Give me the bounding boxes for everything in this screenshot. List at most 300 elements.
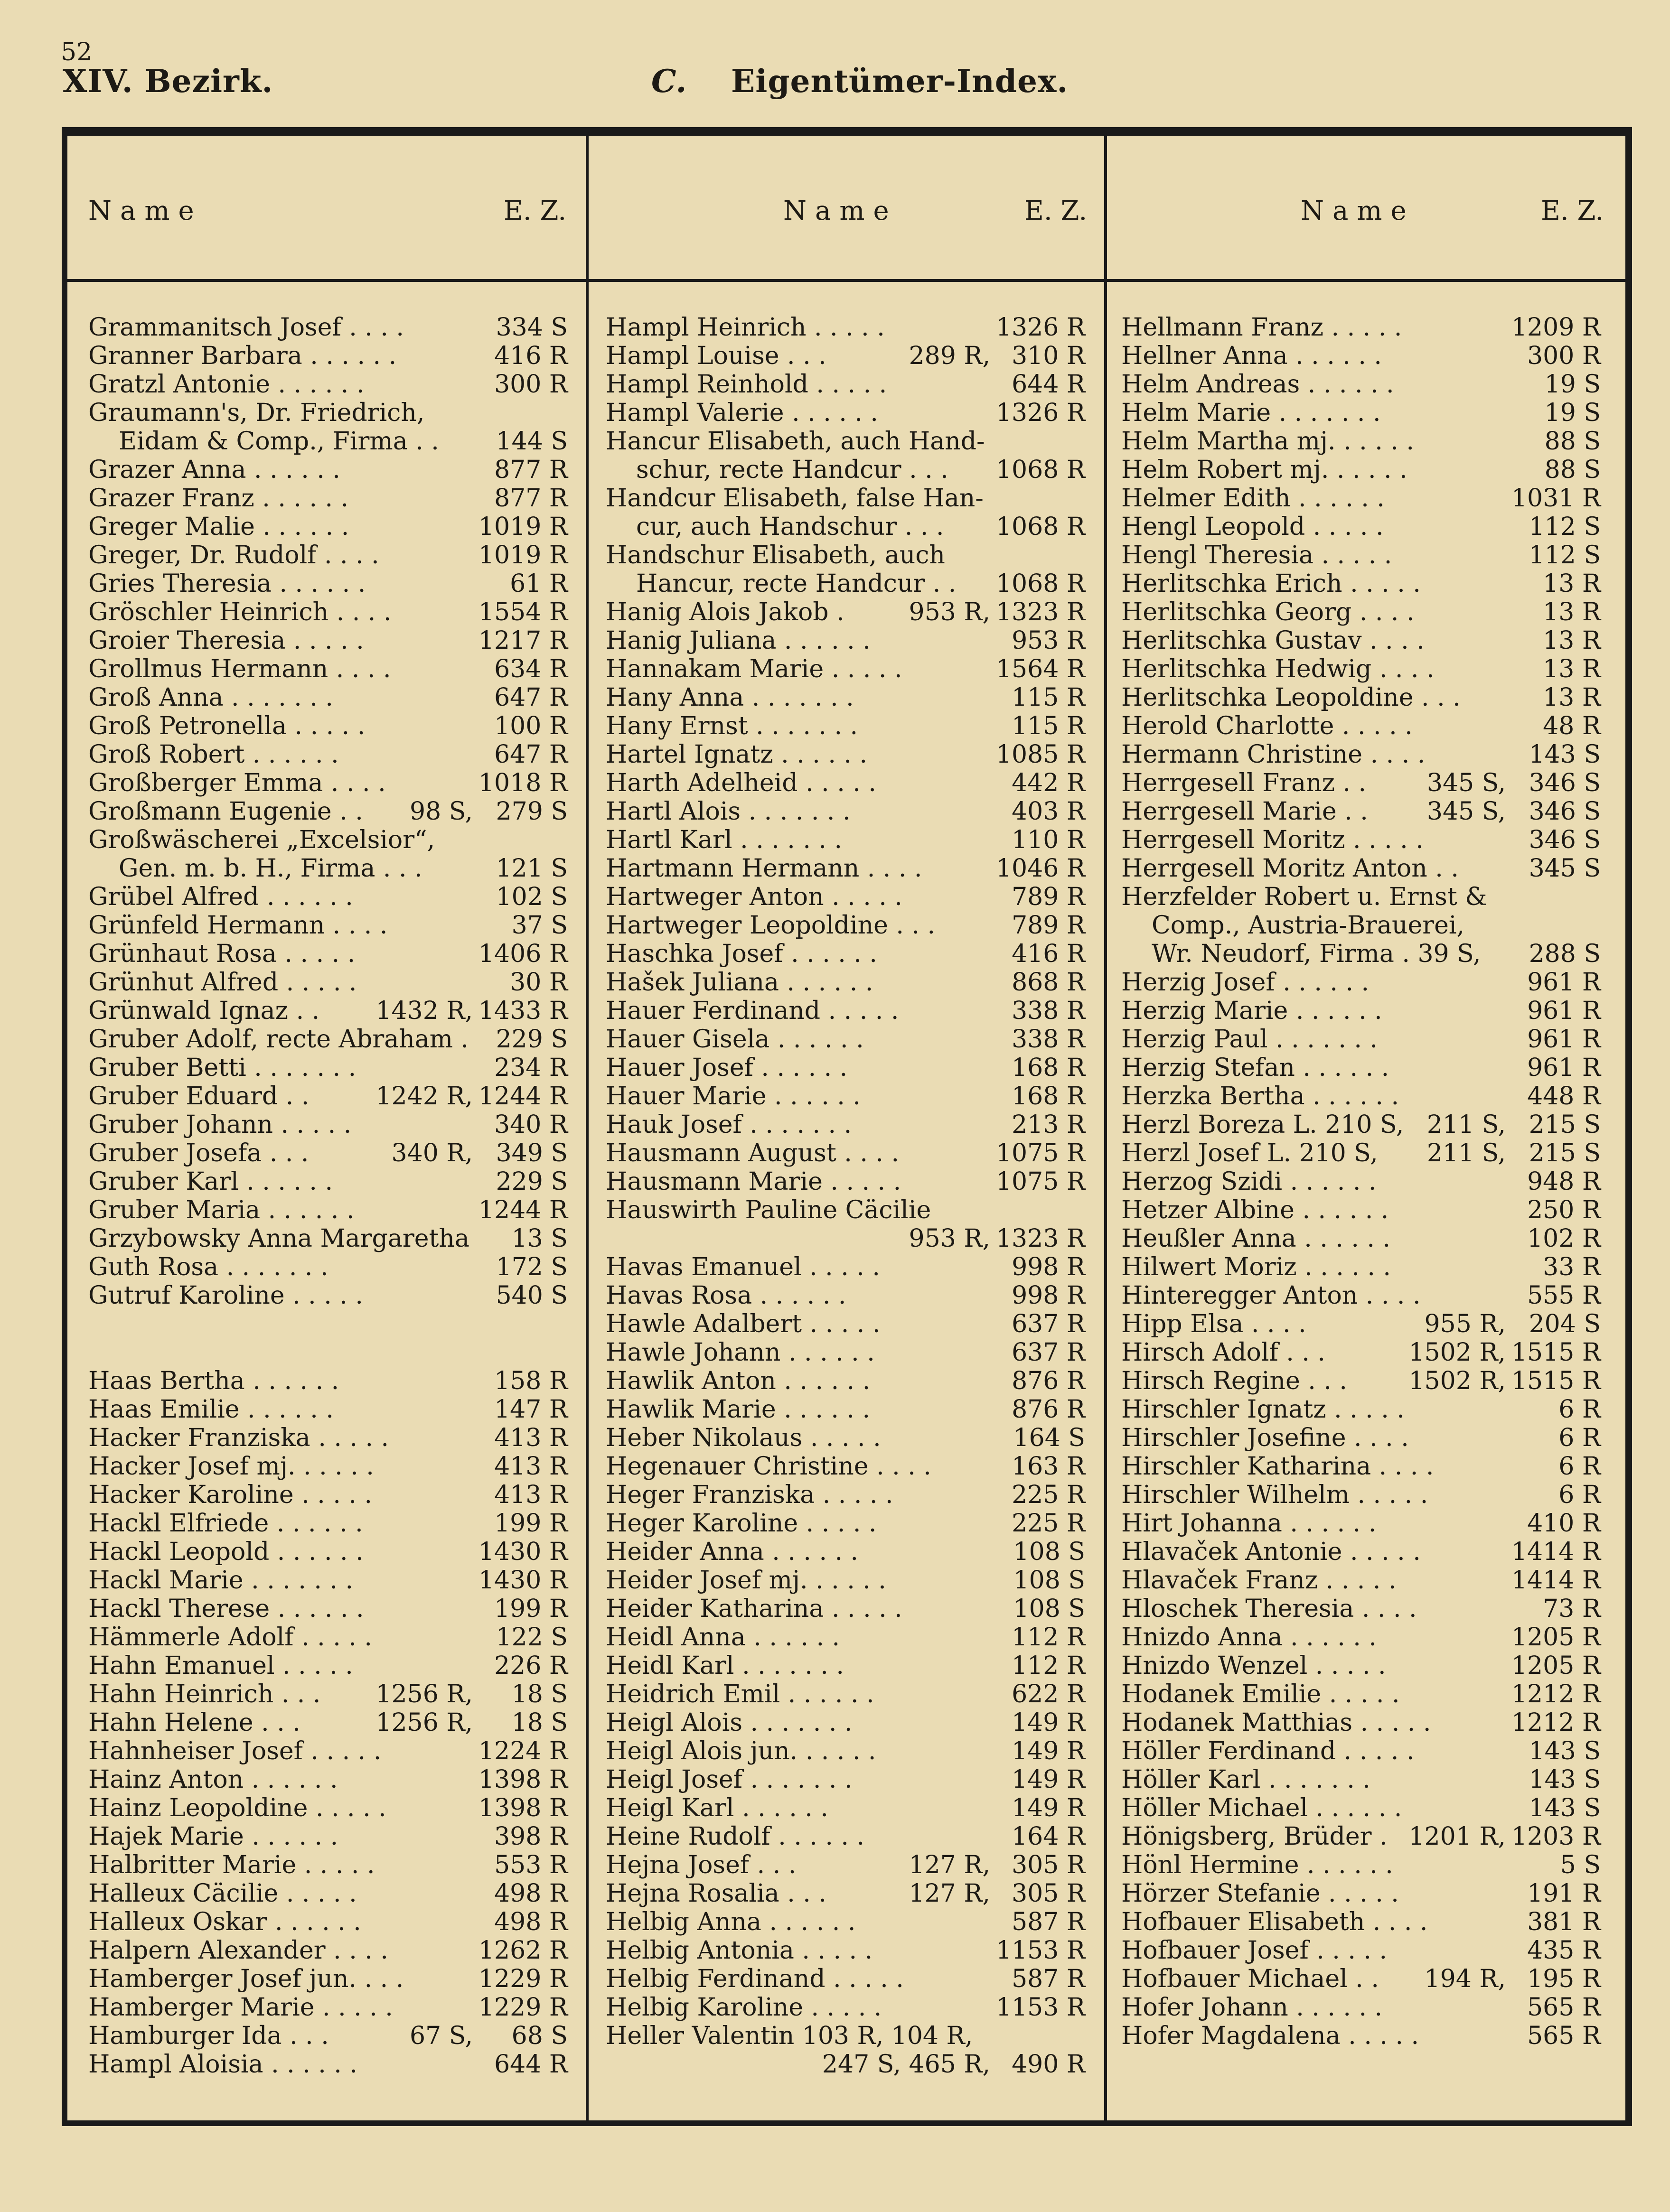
entry-name: Hauswirth Pauline Cäcilie bbox=[606, 1196, 931, 1224]
index-entry bbox=[1121, 1595, 1601, 1623]
entry-ez: 1018 R bbox=[478, 769, 568, 797]
entry-ez: 1414 R bbox=[1511, 1538, 1601, 1566]
entry-ez: 13 R bbox=[1543, 598, 1601, 626]
entry-name: Gruber Josefa . . . bbox=[88, 1139, 309, 1167]
entry-name: Gröschler Heinrich . . . . bbox=[88, 598, 392, 626]
entry-ez: 565 R bbox=[1527, 1993, 1601, 2022]
entry-name: Helbig Karoline . . . . . bbox=[606, 1993, 882, 2022]
index-entry bbox=[1121, 911, 1601, 940]
index-entry bbox=[88, 1965, 568, 1993]
index-entry bbox=[88, 427, 568, 456]
index-entry bbox=[1121, 1367, 1601, 1395]
index-entry bbox=[606, 1224, 1085, 1253]
index-entry bbox=[88, 1224, 568, 1253]
index-entry bbox=[606, 797, 1085, 826]
index-entry bbox=[1121, 1481, 1601, 1509]
entry-name: Grollmus Hermann . . . . bbox=[88, 655, 391, 683]
entry-name: Haas Bertha . . . . . . bbox=[88, 1367, 339, 1395]
index-entry bbox=[1121, 883, 1601, 911]
index-entry bbox=[1121, 427, 1601, 456]
entry-ez: 163 R bbox=[1012, 1452, 1085, 1481]
index-title: Eigentümer-Index. bbox=[731, 63, 1069, 100]
entry-name: Groß Robert . . . . . . bbox=[88, 740, 339, 769]
index-entry bbox=[1121, 1822, 1601, 1851]
entry-ez: 149 R bbox=[1012, 1708, 1085, 1737]
entry-name: Hartweger Anton . . . . . bbox=[606, 883, 902, 911]
entry-name: Grünfeld Hermann . . . . bbox=[88, 911, 388, 940]
entry-prior-ez: 955 R, bbox=[1424, 1310, 1506, 1338]
entry-name: Hanig Alois Jakob . bbox=[606, 598, 844, 626]
index-entry bbox=[1121, 1281, 1601, 1310]
entry-name: Herrgesell Moritz Anton . . bbox=[1121, 854, 1459, 883]
index-entry bbox=[606, 740, 1085, 769]
index-column-2 bbox=[606, 313, 1085, 2079]
entry-name: Herold Charlotte . . . . . bbox=[1121, 712, 1413, 740]
entry-name: Hamberger Josef jun. . . . bbox=[88, 1965, 404, 1993]
entry-ez: 1075 R bbox=[995, 1167, 1085, 1196]
index-entry bbox=[1121, 626, 1601, 655]
entry-prior-ez: 1432 R, bbox=[375, 997, 473, 1025]
index-entry bbox=[1121, 769, 1601, 797]
entry-ez: 1406 R bbox=[478, 940, 568, 968]
entry-name: Höller Karl . . . . . . . bbox=[1121, 1765, 1370, 1794]
entry-ez: 19 S bbox=[1544, 399, 1601, 427]
entry-prior-ez: 1242 R, bbox=[375, 1082, 473, 1111]
entry-ez: 1323 R bbox=[995, 598, 1085, 626]
entry-name: cur, auch Handschur . . . bbox=[636, 513, 944, 541]
index-entry bbox=[1121, 1424, 1601, 1452]
index-entry bbox=[88, 1993, 568, 2022]
entry-name: Wr. Neudorf, Firma . 39 S, bbox=[1152, 940, 1481, 968]
index-entry bbox=[1121, 1794, 1601, 1822]
index-entry bbox=[606, 1652, 1085, 1680]
index-entry bbox=[606, 1708, 1085, 1737]
index-entry bbox=[1121, 541, 1601, 569]
index-entry bbox=[88, 2050, 568, 2079]
entry-name: Gries Theresia . . . . . . bbox=[88, 569, 366, 598]
index-entry bbox=[1121, 712, 1601, 740]
entry-name: Hellner Anna . . . . . . bbox=[1121, 342, 1382, 370]
entry-name: Groier Theresia . . . . . bbox=[88, 626, 364, 655]
entry-name: Hauk Josef . . . . . . . bbox=[606, 1111, 852, 1139]
entry-ez: 215 S bbox=[1529, 1111, 1601, 1139]
entry-ez: 622 R bbox=[1012, 1680, 1085, 1708]
entry-name: Hnizdo Wenzel . . . . . bbox=[1121, 1652, 1386, 1680]
index-entry bbox=[1121, 1224, 1601, 1253]
index-entry bbox=[1121, 1708, 1601, 1737]
entry-name: Herzl Josef L. 210 S, bbox=[1121, 1139, 1378, 1167]
entry-ez: 1019 R bbox=[478, 513, 568, 541]
entry-ez: 234 R bbox=[494, 1054, 568, 1082]
index-entry bbox=[88, 1111, 568, 1139]
entry-name: Herzig Paul . . . . . . . bbox=[1121, 1025, 1378, 1054]
entry-ez: 300 R bbox=[1527, 342, 1601, 370]
entry-ez: 338 R bbox=[1012, 997, 1085, 1025]
entry-name: Hahnheiser Josef . . . . . bbox=[88, 1737, 382, 1765]
entry-name: Hirschler Ignatz . . . . . bbox=[1121, 1395, 1405, 1424]
entry-name: Herzog Szidi . . . . . . bbox=[1121, 1167, 1377, 1196]
index-entry bbox=[1121, 1196, 1601, 1224]
entry-ez: 346 S bbox=[1529, 826, 1601, 854]
index-entry bbox=[88, 626, 568, 655]
entry-ez: 1224 R bbox=[478, 1737, 568, 1765]
entry-name: Hengl Theresia . . . . . bbox=[1121, 541, 1392, 569]
entry-name: Heigl Karl . . . . . . bbox=[606, 1794, 828, 1822]
entry-name: Hartweger Leopoldine . . . bbox=[606, 911, 936, 940]
index-entry bbox=[88, 911, 568, 940]
entry-ez: 13 S bbox=[511, 1224, 568, 1253]
entry-name: Hackl Marie . . . . . . . bbox=[88, 1566, 354, 1595]
entry-ez: 346 S bbox=[1529, 797, 1601, 826]
entry-name: Hampl Louise . . . bbox=[606, 342, 826, 370]
index-entry bbox=[606, 769, 1085, 797]
entry-name: Grzybowsky Anna Margaretha bbox=[88, 1224, 469, 1253]
index-entry bbox=[606, 1082, 1085, 1111]
entry-ez: 1326 R bbox=[995, 399, 1085, 427]
index-entry bbox=[1121, 2022, 1601, 2050]
entry-name: Hanig Juliana . . . . . . bbox=[606, 626, 871, 655]
entry-ez: 199 R bbox=[494, 1595, 568, 1623]
index-entry bbox=[1121, 598, 1601, 626]
index-entry bbox=[606, 1167, 1085, 1196]
entry-name: Hampl Valerie . . . . . . bbox=[606, 399, 878, 427]
table-top-rule bbox=[67, 133, 1626, 136]
entry-ez: 789 R bbox=[1012, 883, 1085, 911]
entry-name: Hany Ernst . . . . . . . bbox=[606, 712, 858, 740]
entry-ez: 1217 R bbox=[478, 626, 568, 655]
entry-ez: 213 R bbox=[1012, 1111, 1085, 1139]
entry-name: Höller Michael . . . . . . bbox=[1121, 1794, 1402, 1822]
index-entry bbox=[88, 1908, 568, 1936]
entry-name: Hörzer Stefanie . . . . . bbox=[1121, 1879, 1399, 1908]
entry-ez: 88 S bbox=[1544, 456, 1601, 484]
entry-name: Hainz Anton . . . . . . bbox=[88, 1765, 338, 1794]
index-entry bbox=[1121, 1509, 1601, 1538]
entry-ez: 112 S bbox=[1529, 513, 1601, 541]
entry-name: Hahn Emanuel . . . . . bbox=[88, 1652, 353, 1680]
entry-ez: 13 R bbox=[1543, 626, 1601, 655]
index-entry bbox=[88, 854, 568, 883]
entry-prior-ez: 67 S, bbox=[410, 2022, 473, 2050]
entry-name: Hackl Elfriede . . . . . . bbox=[88, 1509, 363, 1538]
entry-ez: 403 R bbox=[1012, 797, 1085, 826]
entry-ez: 195 R bbox=[1527, 1965, 1601, 1993]
entry-name: Hajek Marie . . . . . . bbox=[88, 1822, 338, 1851]
entry-prior-ez: 1502 R, bbox=[1408, 1338, 1506, 1367]
entry-name: Hermann Christine . . . . bbox=[1121, 740, 1426, 769]
entry-ez: 1244 R bbox=[478, 1196, 568, 1224]
entry-ez: 1323 R bbox=[995, 1224, 1085, 1253]
entry-name: Großberger Emma . . . . bbox=[88, 769, 386, 797]
index-entry bbox=[88, 1851, 568, 1879]
entry-ez: 226 R bbox=[494, 1652, 568, 1680]
entry-name: Hengl Leopold . . . . . bbox=[1121, 513, 1384, 541]
index-entry bbox=[606, 1623, 1085, 1652]
entry-ez: 1229 R bbox=[478, 1993, 568, 2022]
index-entry bbox=[606, 2050, 1085, 2079]
entry-name: Hamberger Marie . . . . . bbox=[88, 1993, 393, 2022]
entry-name: Heger Karoline . . . . . bbox=[606, 1509, 877, 1538]
entry-ez: 143 S bbox=[1529, 1794, 1601, 1822]
entry-name: Hamburger Ida . . . bbox=[88, 2022, 329, 2050]
entry-name: Greger Malie . . . . . . bbox=[88, 513, 349, 541]
entry-name: Hämmerle Adolf . . . . . bbox=[88, 1623, 372, 1652]
index-entry bbox=[606, 968, 1085, 997]
entry-ez: 164 S bbox=[1013, 1424, 1085, 1452]
entry-name: Handcur Elisabeth, false Han- bbox=[606, 484, 984, 513]
entry-name: Hawlik Anton . . . . . . bbox=[606, 1367, 871, 1395]
entry-ez: 144 S bbox=[496, 427, 568, 456]
entry-ez: 1229 R bbox=[478, 1965, 568, 1993]
entry-ez: 587 R bbox=[1012, 1965, 1085, 1993]
entry-name: Hauer Gisela . . . . . . bbox=[606, 1025, 864, 1054]
index-entry bbox=[1121, 1111, 1601, 1139]
entry-name: Heller Valentin 103 R, 104 R, bbox=[606, 2022, 973, 2050]
entry-ez: 108 S bbox=[1013, 1566, 1085, 1595]
entry-prior-ez: 1256 R, bbox=[375, 1680, 473, 1708]
index-entry bbox=[1121, 1851, 1601, 1879]
entry-name: Helbig Antonia . . . . . bbox=[606, 1936, 873, 1965]
index-entry bbox=[1121, 1993, 1601, 2022]
entry-name: Granner Barbara . . . . . . bbox=[88, 342, 397, 370]
index-entry bbox=[606, 1196, 1085, 1224]
index-entry bbox=[606, 1595, 1085, 1623]
entry-ez: 1205 R bbox=[1511, 1652, 1601, 1680]
entry-ez: 108 S bbox=[1013, 1538, 1085, 1566]
entry-name: Hejna Rosalia . . . bbox=[606, 1879, 826, 1908]
entry-ez: 789 R bbox=[1012, 911, 1085, 940]
entry-ez: 288 S bbox=[1529, 940, 1601, 968]
entry-name: Hodanek Matthias . . . . . bbox=[1121, 1708, 1431, 1737]
entry-ez: 61 R bbox=[510, 569, 568, 598]
index-entry bbox=[606, 1481, 1085, 1509]
index-entry bbox=[1121, 1338, 1601, 1367]
index-entry bbox=[88, 1936, 568, 1965]
entry-name: Hancur, recte Handcur . . bbox=[636, 569, 957, 598]
index-entry bbox=[606, 655, 1085, 683]
index-entry bbox=[88, 1652, 568, 1680]
entry-name: Gruber Karl . . . . . . bbox=[88, 1167, 333, 1196]
index-entry bbox=[1121, 456, 1601, 484]
entry-name: Hejna Josef . . . bbox=[606, 1851, 797, 1879]
entry-ez: 149 R bbox=[1012, 1794, 1085, 1822]
index-entry bbox=[1121, 1879, 1601, 1908]
entry-ez: 279 S bbox=[496, 797, 568, 826]
entry-ez: 413 R bbox=[494, 1481, 568, 1509]
entry-ez: 435 R bbox=[1527, 1936, 1601, 1965]
entry-ez: 1203 R bbox=[1511, 1822, 1601, 1851]
index-entry bbox=[606, 1111, 1085, 1139]
entry-name: Gratzl Antonie . . . . . . bbox=[88, 370, 365, 399]
entry-name: Helm Andreas . . . . . . bbox=[1121, 370, 1394, 399]
column-header-ez: E. Z. bbox=[1541, 196, 1604, 226]
index-entry bbox=[606, 569, 1085, 598]
entry-ez: 18 S bbox=[511, 1708, 568, 1737]
entry-name: Hofer Johann . . . . . . bbox=[1121, 1993, 1383, 2022]
column-header-3 bbox=[1301, 196, 1609, 229]
entry-name: Hellmann Franz . . . . . bbox=[1121, 313, 1402, 342]
index-entry bbox=[88, 569, 568, 598]
entry-ez: 1153 R bbox=[995, 1936, 1085, 1965]
entry-name: Hirt Johanna . . . . . . bbox=[1121, 1509, 1377, 1538]
entry-name: Halleux Cäcilie . . . . . bbox=[88, 1879, 357, 1908]
index-entry bbox=[606, 911, 1085, 940]
entry-name: Gruber Johann . . . . . bbox=[88, 1111, 352, 1139]
entry-name: Hampl Heinrich . . . . . bbox=[606, 313, 885, 342]
index-entry bbox=[606, 1566, 1085, 1595]
entry-ez: 647 R bbox=[494, 740, 568, 769]
entry-prior-ez: 1201 R, bbox=[1408, 1822, 1506, 1851]
entry-name: schur, recte Handcur . . . bbox=[636, 456, 948, 484]
entry-name: Herrgesell Moritz . . . . . bbox=[1121, 826, 1424, 854]
entry-ez: 634 R bbox=[494, 655, 568, 683]
index-entry bbox=[88, 1481, 568, 1509]
entry-name: Groß Petronella . . . . . bbox=[88, 712, 366, 740]
index-entry bbox=[606, 370, 1085, 399]
entry-ez: 413 R bbox=[494, 1452, 568, 1481]
entry-ez: 30 R bbox=[510, 968, 568, 997]
index-entry bbox=[88, 313, 568, 342]
entry-name: Hirsch Regine . . . bbox=[1121, 1367, 1347, 1395]
column-header-ez: E. Z. bbox=[504, 196, 567, 226]
entry-ez: 1326 R bbox=[995, 313, 1085, 342]
entry-name: Hlavaček Antonie . . . . . bbox=[1121, 1538, 1421, 1566]
index-entry bbox=[606, 1965, 1085, 1993]
index-entry bbox=[606, 997, 1085, 1025]
entry-ez: 33 R bbox=[1543, 1253, 1601, 1281]
index-entry bbox=[88, 1253, 568, 1281]
entry-name: Heine Rudolf . . . . . . bbox=[606, 1822, 865, 1851]
entry-name: Herlitschka Georg . . . . bbox=[1121, 598, 1415, 626]
index-entry bbox=[606, 1680, 1085, 1708]
entry-name: Helbig Anna . . . . . . bbox=[606, 1908, 856, 1936]
index-entry bbox=[88, 484, 568, 513]
entry-ez: 1068 R bbox=[995, 569, 1085, 598]
entry-ez: 13 R bbox=[1543, 569, 1601, 598]
entry-name: Heidl Anna . . . . . . bbox=[606, 1623, 840, 1652]
index-entry bbox=[606, 1794, 1085, 1822]
index-entry bbox=[1121, 1737, 1601, 1765]
entry-name: Heber Nikolaus . . . . . bbox=[606, 1424, 881, 1452]
header-separator bbox=[67, 279, 1626, 282]
index-entry bbox=[1121, 484, 1601, 513]
index-entry bbox=[1121, 569, 1601, 598]
entry-ez: 637 R bbox=[1012, 1338, 1085, 1367]
entry-name: Großwäscherei „Excelsior“, bbox=[88, 826, 435, 854]
entry-name: Gutruf Karoline . . . . . bbox=[88, 1281, 363, 1310]
entry-name: Hofer Magdalena . . . . . bbox=[1121, 2022, 1419, 2050]
entry-ez: 143 S bbox=[1529, 1737, 1601, 1765]
index-entry bbox=[88, 1367, 568, 1395]
entry-name: Hacker Franziska . . . . . bbox=[88, 1424, 389, 1452]
entry-ez: 868 R bbox=[1012, 968, 1085, 997]
index-entry bbox=[88, 740, 568, 769]
entry-ez: 998 R bbox=[1012, 1281, 1085, 1310]
index-entry bbox=[606, 826, 1085, 854]
index-entry bbox=[1121, 1167, 1601, 1196]
entry-name: Halleux Oskar . . . . . . bbox=[88, 1908, 361, 1936]
index-entry bbox=[1121, 1936, 1601, 1965]
column-header-name: Name bbox=[783, 196, 898, 226]
entry-ez: 13 R bbox=[1543, 655, 1601, 683]
entry-name: Grazer Franz . . . . . . bbox=[88, 484, 349, 513]
entry-ez: 1398 R bbox=[478, 1765, 568, 1794]
entry-name: Hahn Heinrich . . . bbox=[88, 1680, 321, 1708]
index-entry bbox=[1121, 1139, 1601, 1167]
entry-ez: 18 S bbox=[511, 1680, 568, 1708]
entry-name: Heidl Karl . . . . . . . bbox=[606, 1652, 844, 1680]
entry-ez: 115 R bbox=[1012, 712, 1085, 740]
index-entry bbox=[1121, 1082, 1601, 1111]
index-entry bbox=[88, 1082, 568, 1111]
entry-name: Hofbauer Michael . . bbox=[1121, 1965, 1379, 1993]
entry-name: Hartel Ignatz . . . . . . bbox=[606, 740, 868, 769]
entry-ez: 1019 R bbox=[478, 541, 568, 569]
entry-name: Hackl Therese . . . . . . bbox=[88, 1595, 364, 1623]
index-entry bbox=[606, 1253, 1085, 1281]
index-entry bbox=[88, 370, 568, 399]
entry-name: Hofbauer Josef . . . . . bbox=[1121, 1936, 1387, 1965]
index-entry bbox=[88, 655, 568, 683]
entry-ez: 498 R bbox=[494, 1879, 568, 1908]
index-entry bbox=[606, 1908, 1085, 1936]
column-divider-1 bbox=[586, 134, 589, 2122]
entry-ez: 1564 R bbox=[995, 655, 1085, 683]
index-entry bbox=[88, 1879, 568, 1908]
entry-ez: 1430 R bbox=[478, 1538, 568, 1566]
index-entry bbox=[88, 1623, 568, 1652]
entry-name: Hampl Reinhold . . . . . bbox=[606, 370, 887, 399]
entry-ez: 191 R bbox=[1527, 1879, 1601, 1908]
entry-ez: 448 R bbox=[1527, 1082, 1601, 1111]
index-entry bbox=[88, 1281, 568, 1310]
entry-ez: 647 R bbox=[494, 683, 568, 712]
entry-ez: 498 R bbox=[494, 1908, 568, 1936]
entry-name: Herzig Josef . . . . . . bbox=[1121, 968, 1370, 997]
entry-name: Gruber Maria . . . . . . bbox=[88, 1196, 355, 1224]
index-entry bbox=[88, 826, 568, 854]
index-entry bbox=[606, 1139, 1085, 1167]
entry-name: Grünwald Ignaz . . bbox=[88, 997, 320, 1025]
entry-ez: 1075 R bbox=[995, 1139, 1085, 1167]
entry-ez: 1262 R bbox=[478, 1936, 568, 1965]
index-entry bbox=[88, 1566, 568, 1595]
entry-ez: 490 R bbox=[1012, 2050, 1085, 2079]
index-entry bbox=[88, 1822, 568, 1851]
index-entry bbox=[606, 1765, 1085, 1794]
entry-name: Graumann's, Dr. Friedrich, bbox=[88, 399, 425, 427]
entry-ez: 1209 R bbox=[1511, 313, 1601, 342]
entry-ez: 143 S bbox=[1529, 740, 1601, 769]
entry-prior-ez: 953 R, bbox=[909, 598, 990, 626]
index-entry bbox=[1121, 797, 1601, 826]
entry-ez: 1430 R bbox=[478, 1566, 568, 1595]
entry-ez: 1398 R bbox=[478, 1794, 568, 1822]
index-entry bbox=[606, 399, 1085, 427]
entry-ez: 6 R bbox=[1558, 1452, 1601, 1481]
entry-name: Hawle Adalbert . . . . . bbox=[606, 1310, 881, 1338]
entry-ez: 158 R bbox=[494, 1367, 568, 1395]
entry-name: Hartl Alois . . . . . . . bbox=[606, 797, 851, 826]
entry-ez: 1212 R bbox=[1511, 1708, 1601, 1737]
entry-ez: 644 R bbox=[494, 2050, 568, 2079]
index-entry bbox=[606, 1936, 1085, 1965]
index-entry bbox=[606, 1879, 1085, 1908]
entry-name: Gruber Adolf, recte Abraham . bbox=[88, 1025, 469, 1054]
index-entry bbox=[88, 1452, 568, 1481]
entry-ez: 115 R bbox=[1012, 683, 1085, 712]
entry-name: Hawle Johann . . . . . . bbox=[606, 1338, 875, 1367]
